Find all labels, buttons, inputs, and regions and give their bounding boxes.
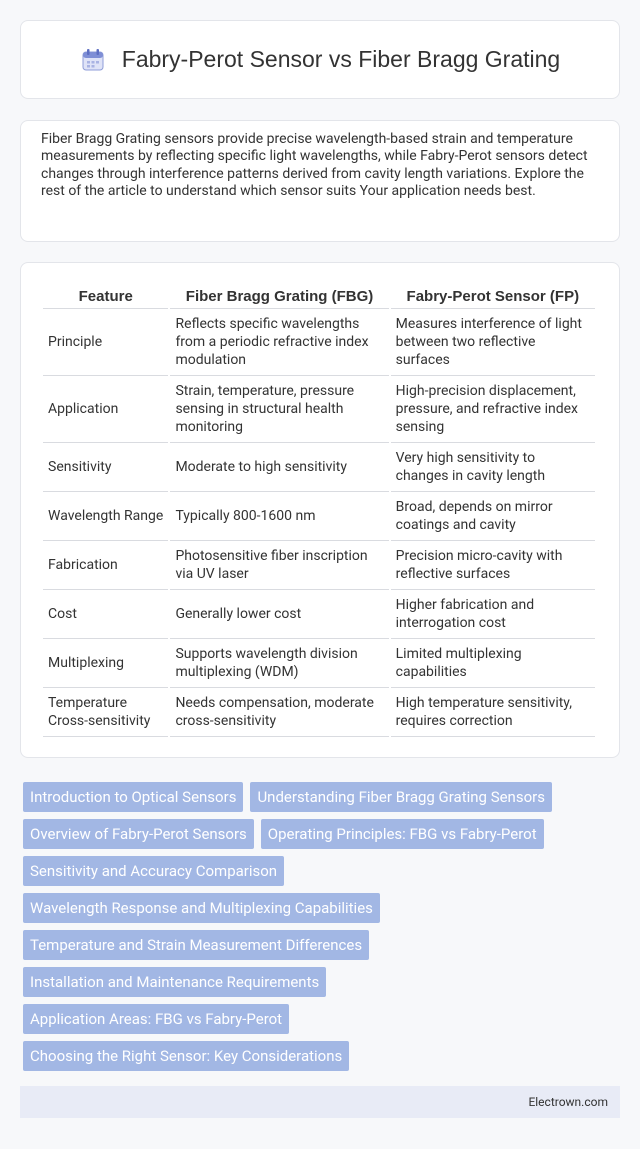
fp-cell: Limited multiplexing capabilities: [391, 639, 595, 688]
intro-card: [20, 120, 620, 242]
intro-text: Fiber Bragg Grating sensors provide precise wavelength-based strain and temperature measurements by reflecting specific light wavelengths, while Fabry-Perot sensors detect changes through interference patterns derived from cavity length variations. Explore the rest of the article to understand which sensor suits Your application needs best.: [41, 131, 588, 200]
tag-row: [20, 1002, 620, 1039]
tag-link[interactable]: Sensitivity and Accuracy Comparison: [23, 856, 284, 886]
fbg-cell: Reflects specific wavelengths from a periodic refractive index modulation: [170, 309, 388, 376]
fbg-cell: Generally lower cost: [170, 590, 388, 639]
calendar-icon: [80, 47, 106, 73]
table-row: [43, 309, 595, 376]
tag-row: [20, 1039, 620, 1076]
feature-cell: Application: [43, 376, 168, 443]
fp-cell: Higher fabrication and interrogation cost: [391, 590, 595, 639]
tag-link[interactable]: Application Areas: FBG vs Fabry-Perot: [23, 1004, 289, 1034]
tag-link[interactable]: Choosing the Right Sensor: Key Considerations: [23, 1041, 349, 1071]
page-title: Fabry-Perot Sensor vs Fiber Bragg Grating: [121, 46, 561, 72]
fbg-cell: Typically 800-1600 nm: [170, 492, 388, 541]
table-row: [43, 688, 595, 737]
fp-cell: High temperature sensitivity, requires correction: [391, 688, 595, 737]
fp-cell: Measures interference of light between two reflective surfaces: [391, 309, 595, 376]
table-row: [43, 639, 595, 688]
tag-row: [20, 965, 620, 1002]
feature-cell: Fabrication: [43, 541, 168, 590]
feature-cell: Multiplexing: [43, 639, 168, 688]
header-card: [20, 20, 620, 99]
footer: [20, 1086, 620, 1118]
table-row: [43, 376, 595, 443]
fbg-cell: Supports wavelength division multiplexing (WDM): [170, 639, 388, 688]
tag-row: [20, 891, 620, 928]
column-header: Fiber Bragg Grating (FBG): [170, 285, 388, 309]
feature-cell: Wavelength Range: [43, 492, 168, 541]
tag-link[interactable]: Introduction to Optical Sensors: [23, 782, 243, 812]
table-row: [43, 590, 595, 639]
comparison-table-card: [20, 262, 620, 758]
topic-tags: [20, 780, 620, 1076]
table-row: [43, 541, 595, 590]
feature-cell: Temperature Cross-sensitivity: [43, 688, 168, 737]
tag-row: [20, 817, 620, 854]
tag-row: [20, 854, 620, 891]
tag-link[interactable]: Installation and Maintenance Requirements: [23, 967, 326, 997]
tag-link[interactable]: Understanding Fiber Bragg Grating Sensors: [250, 782, 552, 812]
tag-link[interactable]: Overview of Fabry-Perot Sensors: [23, 819, 254, 849]
tag-link[interactable]: Wavelength Response and Multiplexing Capabilities: [23, 893, 380, 923]
column-header: Feature: [43, 285, 168, 309]
tag-row: [20, 928, 620, 965]
feature-cell: Principle: [43, 309, 168, 376]
table-row: [43, 492, 595, 541]
fbg-cell: Photosensitive fiber inscription via UV laser: [170, 541, 388, 590]
fp-cell: High-precision displacement, pressure, and refractive index sensing: [391, 376, 595, 443]
fp-cell: Very high sensitivity to changes in cavity length: [391, 443, 595, 492]
fp-cell: Precision micro-cavity with reflective surfaces: [391, 541, 595, 590]
column-header: Fabry-Perot Sensor (FP): [391, 285, 595, 309]
table-row: [43, 443, 595, 492]
tag-link[interactable]: Operating Principles: FBG vs Fabry-Perot: [261, 819, 544, 849]
tag-row: [20, 780, 620, 817]
table-header-row: [43, 285, 595, 309]
fbg-cell: Strain, temperature, pressure sensing in structural health monitoring: [170, 376, 388, 443]
feature-cell: Sensitivity: [43, 443, 168, 492]
fbg-cell: Moderate to high sensitivity: [170, 443, 388, 492]
fp-cell: Broad, depends on mirror coatings and cavity: [391, 492, 595, 541]
feature-cell: Cost: [43, 590, 168, 639]
fbg-cell: Needs compensation, moderate cross-sensitivity: [170, 688, 388, 737]
comparison-table: [41, 285, 597, 737]
tag-link[interactable]: Temperature and Strain Measurement Differences: [23, 930, 369, 960]
footer-brand[interactable]: Electrown.com: [528, 1095, 608, 1109]
